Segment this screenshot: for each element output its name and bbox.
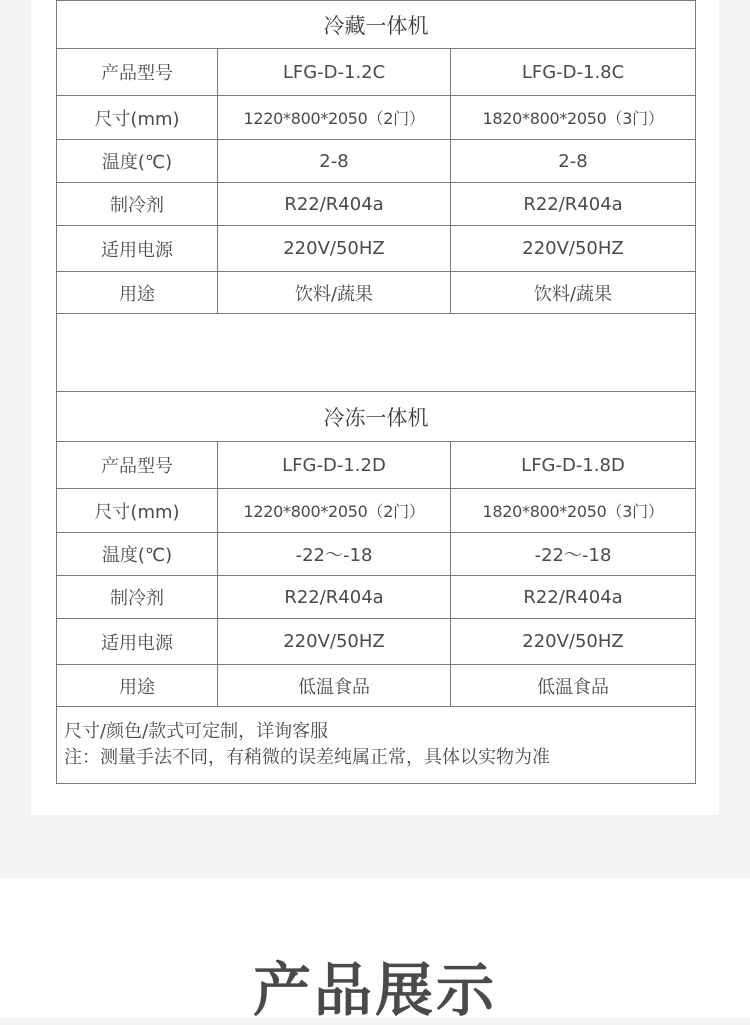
cell-value: 2-8 xyxy=(451,140,696,183)
cell-value: LFG-D-1.8C xyxy=(451,49,696,96)
cell-value: R22/R404a xyxy=(451,576,696,619)
table-row xyxy=(57,96,696,140)
cell-value: 低温食品 xyxy=(451,665,696,707)
cell-value: 1220*800*2050（2门） xyxy=(218,489,451,533)
table-row xyxy=(57,533,696,576)
cell-value: 220V/50HZ xyxy=(218,619,451,665)
cell-value: LFG-D-1.2D xyxy=(218,442,451,489)
section-header-row xyxy=(57,1,696,49)
row-label: 温度(℃) xyxy=(57,140,218,183)
row-label: 制冷剂 xyxy=(57,576,218,619)
row-label: 尺寸(mm) xyxy=(57,96,218,140)
cell-value: LFG-D-1.8D xyxy=(451,442,696,489)
empty-cell xyxy=(57,314,696,392)
showcase-title: 产品展示 xyxy=(252,956,497,1024)
table-row xyxy=(57,49,696,96)
table-row xyxy=(57,665,696,707)
section-title-frozen: 冷冻一体机 xyxy=(57,392,696,442)
cell-value: 1820*800*2050（3门） xyxy=(451,96,696,140)
cell-value: 1220*800*2050（2门） xyxy=(218,96,451,140)
row-label: 尺寸(mm) xyxy=(57,489,218,533)
cell-value: R22/R404a xyxy=(218,183,451,226)
table-row xyxy=(57,140,696,183)
cell-value: R22/R404a xyxy=(451,183,696,226)
row-label: 用途 xyxy=(57,665,218,707)
row-label: 适用电源 xyxy=(57,619,218,665)
cell-value: R22/R404a xyxy=(218,576,451,619)
note-customizable: 尺寸/颜色/款式可定制，详询客服 xyxy=(64,721,329,742)
cell-value: 220V/50HZ xyxy=(451,226,696,272)
cell-value: 2-8 xyxy=(218,140,451,183)
cell-value: 220V/50HZ xyxy=(451,619,696,665)
row-label: 温度(℃) xyxy=(57,533,218,576)
section-header-row xyxy=(57,392,696,442)
cell-value: 1820*800*2050（3门） xyxy=(451,489,696,533)
row-label: 用途 xyxy=(57,272,218,314)
row-label: 产品型号 xyxy=(57,442,218,489)
table-row xyxy=(57,619,696,665)
notes-cell xyxy=(57,707,696,784)
cell-value: -22～-18 xyxy=(451,533,696,576)
cell-value: -22～-18 xyxy=(218,533,451,576)
cell-value: 220V/50HZ xyxy=(218,226,451,272)
table-row xyxy=(57,183,696,226)
row-label: 制冷剂 xyxy=(57,183,218,226)
cell-value: LFG-D-1.2C xyxy=(218,49,451,96)
table-row xyxy=(57,489,696,533)
row-label: 适用电源 xyxy=(57,226,218,272)
table-row xyxy=(57,576,696,619)
table-row xyxy=(57,272,696,314)
note-measurement: 注：测量手法不同，有稍微的误差纯属正常，具体以实物为准 xyxy=(64,747,550,768)
spacer-row xyxy=(57,314,696,392)
table-row xyxy=(57,442,696,489)
cell-value: 饮料/蔬果 xyxy=(218,272,451,314)
cell-value: 饮料/蔬果 xyxy=(451,272,696,314)
table-row xyxy=(57,226,696,272)
section-title-refrigerated: 冷藏一体机 xyxy=(57,1,696,49)
spec-table xyxy=(56,0,696,784)
notes-row xyxy=(57,707,696,784)
cell-value: 低温食品 xyxy=(218,665,451,707)
row-label: 产品型号 xyxy=(57,49,218,96)
